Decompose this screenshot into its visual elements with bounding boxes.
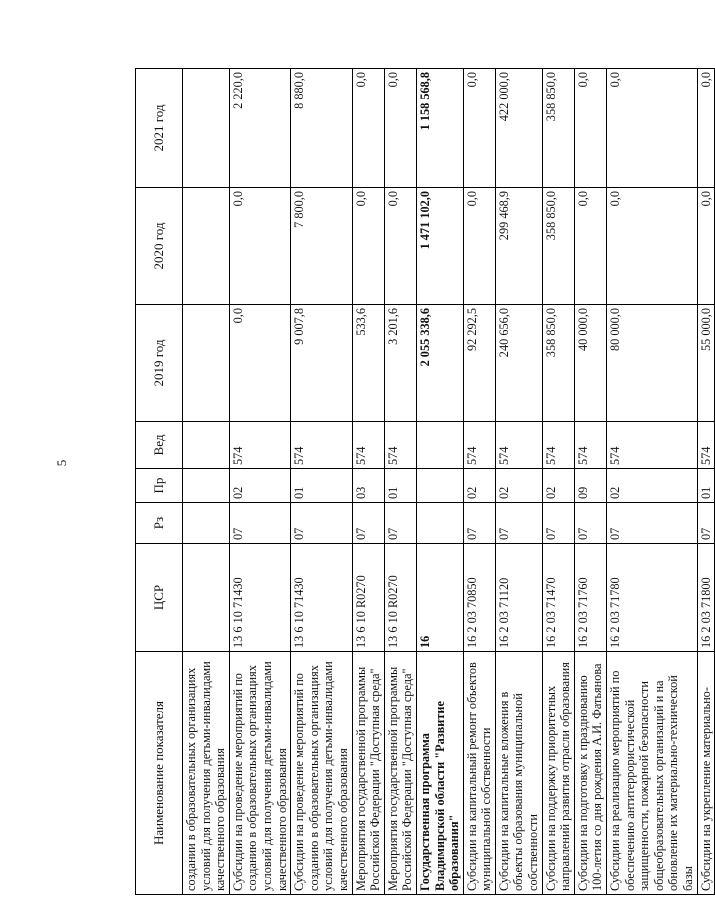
cell-2020: 0,0 <box>384 188 416 305</box>
table-row <box>463 69 495 895</box>
cell-ved: 574 <box>352 422 384 469</box>
header-name: Наименование показателя <box>136 652 183 895</box>
cell-csr: 13 6 10 71430 <box>229 544 290 652</box>
cell-2021: 358 850,0 <box>542 69 574 188</box>
cell-name: Субсидии на поддержку приоритетных направлений развития отрасли образования <box>542 652 574 895</box>
budget-table <box>135 68 715 895</box>
header-ved: Вед <box>136 422 183 469</box>
cell-pr: 01 <box>291 469 352 503</box>
table-row <box>384 69 416 895</box>
cell-rz <box>416 503 463 544</box>
cell-pr: 02 <box>463 469 495 503</box>
cell-rz: 07 <box>352 503 384 544</box>
header-pr: Пр <box>136 469 183 503</box>
cell-csr: 16 2 03 71760 <box>574 544 606 652</box>
cell-2019: 358 850,0 <box>542 305 574 422</box>
cell-rz: 07 <box>495 503 542 544</box>
cell-2021: 1 158 568,8 <box>416 69 463 188</box>
table-row <box>183 69 230 895</box>
table-row <box>291 69 352 895</box>
cell-2020: 0,0 <box>229 188 290 305</box>
cell-name: Государственная программа Владимирской области "Развитие образования" <box>416 652 463 895</box>
table-body <box>183 69 715 895</box>
header-row <box>136 69 183 895</box>
cell-rz: 07 <box>463 503 495 544</box>
cell-2020: 7 800,0 <box>291 188 352 305</box>
header-2019: 2019 год <box>136 305 183 422</box>
cell-name: создании в образовательных организациях условий для получения детьми-инвалидами качественного образования <box>183 652 230 895</box>
cell-2020: 0,0 <box>697 188 715 305</box>
cell-csr <box>183 544 230 652</box>
cell-rz: 07 <box>607 503 698 544</box>
cell-rz: 07 <box>542 503 574 544</box>
rotated-table-frame <box>135 69 713 895</box>
table-row <box>542 69 574 895</box>
cell-name: Мероприятия государственной программы Российской Федерации "Доступная среда" <box>352 652 384 895</box>
cell-2020: 0,0 <box>574 188 606 305</box>
cell-2021: 2 220,0 <box>229 69 290 188</box>
cell-ved <box>183 422 230 469</box>
table-row <box>574 69 606 895</box>
cell-2021: 0,0 <box>463 69 495 188</box>
cell-name: Субсидии на реализацию мероприятий по обеспечению антитеррористической защищенности, пожарной безопасности общеобразовательных организаций и на обновление их материально-технической базы <box>607 652 698 895</box>
cell-2019: 80 000,0 <box>607 305 698 422</box>
cell-ved: 574 <box>495 422 542 469</box>
cell-csr: 16 2 03 70850 <box>463 544 495 652</box>
header-csr: ЦСР <box>136 544 183 652</box>
cell-name: Субсидии на укрепление материально- <box>697 652 715 895</box>
cell-ved: 574 <box>574 422 606 469</box>
cell-csr: 16 2 03 71120 <box>495 544 542 652</box>
cell-2021: 0,0 <box>574 69 606 188</box>
cell-rz: 07 <box>697 503 715 544</box>
cell-2021: 0,0 <box>352 69 384 188</box>
cell-pr: 02 <box>607 469 698 503</box>
cell-csr: 13 6 10 R0270 <box>352 544 384 652</box>
cell-2020 <box>183 188 230 305</box>
table-row <box>229 69 290 895</box>
cell-csr: 13 6 10 R0270 <box>384 544 416 652</box>
cell-pr <box>183 469 230 503</box>
cell-2020: 1 471 102,0 <box>416 188 463 305</box>
cell-rz: 07 <box>229 503 290 544</box>
header-rz: Рз <box>136 503 183 544</box>
cell-csr: 16 2 03 71470 <box>542 544 574 652</box>
cell-2021: 422 000,0 <box>495 69 542 188</box>
cell-pr <box>416 469 463 503</box>
cell-2019: 0,0 <box>229 305 290 422</box>
cell-pr: 02 <box>542 469 574 503</box>
cell-2019: 2 055 338,6 <box>416 305 463 422</box>
cell-ved: 574 <box>291 422 352 469</box>
cell-csr: 13 6 10 71430 <box>291 544 352 652</box>
cell-rz <box>183 503 230 544</box>
cell-2019: 240 656,0 <box>495 305 542 422</box>
page-number: 5 <box>54 459 69 467</box>
cell-csr: 16 <box>416 544 463 652</box>
cell-ved: 574 <box>697 422 715 469</box>
table-row <box>607 69 698 895</box>
cell-ved: 574 <box>607 422 698 469</box>
cell-name: Субсидии на проведение мероприятий по созданию в образовательных организациях условий для получения детьми-инвалидами качественного образования <box>291 652 352 895</box>
cell-pr: 01 <box>384 469 416 503</box>
cell-2020: 299 468,9 <box>495 188 542 305</box>
cell-pr: 02 <box>229 469 290 503</box>
table-row <box>697 69 715 895</box>
cell-2021 <box>183 69 230 188</box>
table-row <box>495 69 542 895</box>
cell-name: Субсидии на капитальный ремонт объектов муниципальной собственности <box>463 652 495 895</box>
cell-csr: 16 2 03 71780 <box>607 544 698 652</box>
table-row <box>352 69 384 895</box>
cell-2020: 0,0 <box>463 188 495 305</box>
cell-name: Субсидии на подготовку к празднованию 100-летия со дня рождения А.И. Фатьянова <box>574 652 606 895</box>
cell-name: Мероприятия государственной программы Российской Федерации "Доступная среда" <box>384 652 416 895</box>
cell-pr: 09 <box>574 469 606 503</box>
cell-ved: 574 <box>384 422 416 469</box>
cell-rz: 07 <box>291 503 352 544</box>
cell-2019: 533,6 <box>352 305 384 422</box>
cell-ved <box>416 422 463 469</box>
cell-rz: 07 <box>384 503 416 544</box>
cell-2021: 0,0 <box>607 69 698 188</box>
cell-2021: 0,0 <box>384 69 416 188</box>
cell-ved: 574 <box>229 422 290 469</box>
cell-name: Субсидии на проведение мероприятий по созданию в образовательных организациях условий для получения детьми-инвалидами качественного образования <box>229 652 290 895</box>
cell-2020: 358 850,0 <box>542 188 574 305</box>
cell-2019 <box>183 305 230 422</box>
cell-2019: 55 000,0 <box>697 305 715 422</box>
cell-2019: 3 201,6 <box>384 305 416 422</box>
header-2020: 2020 год <box>136 188 183 305</box>
cell-2021: 0,0 <box>697 69 715 188</box>
header-2021: 2021 год <box>136 69 183 188</box>
cell-pr: 01 <box>697 469 715 503</box>
cell-ved: 574 <box>542 422 574 469</box>
cell-2020: 0,0 <box>352 188 384 305</box>
cell-2019: 92 292,5 <box>463 305 495 422</box>
cell-2020: 0,0 <box>607 188 698 305</box>
cell-pr: 02 <box>495 469 542 503</box>
cell-2021: 8 880,0 <box>291 69 352 188</box>
table-row <box>416 69 463 895</box>
cell-name: Субсидии на капитальные вложения в объекты образования муниципальной собственности <box>495 652 542 895</box>
cell-2019: 9 007,8 <box>291 305 352 422</box>
cell-2019: 40 000,0 <box>574 305 606 422</box>
cell-ved: 574 <box>463 422 495 469</box>
cell-csr: 16 2 03 71800 <box>697 544 715 652</box>
cell-pr: 03 <box>352 469 384 503</box>
cell-rz: 07 <box>574 503 606 544</box>
